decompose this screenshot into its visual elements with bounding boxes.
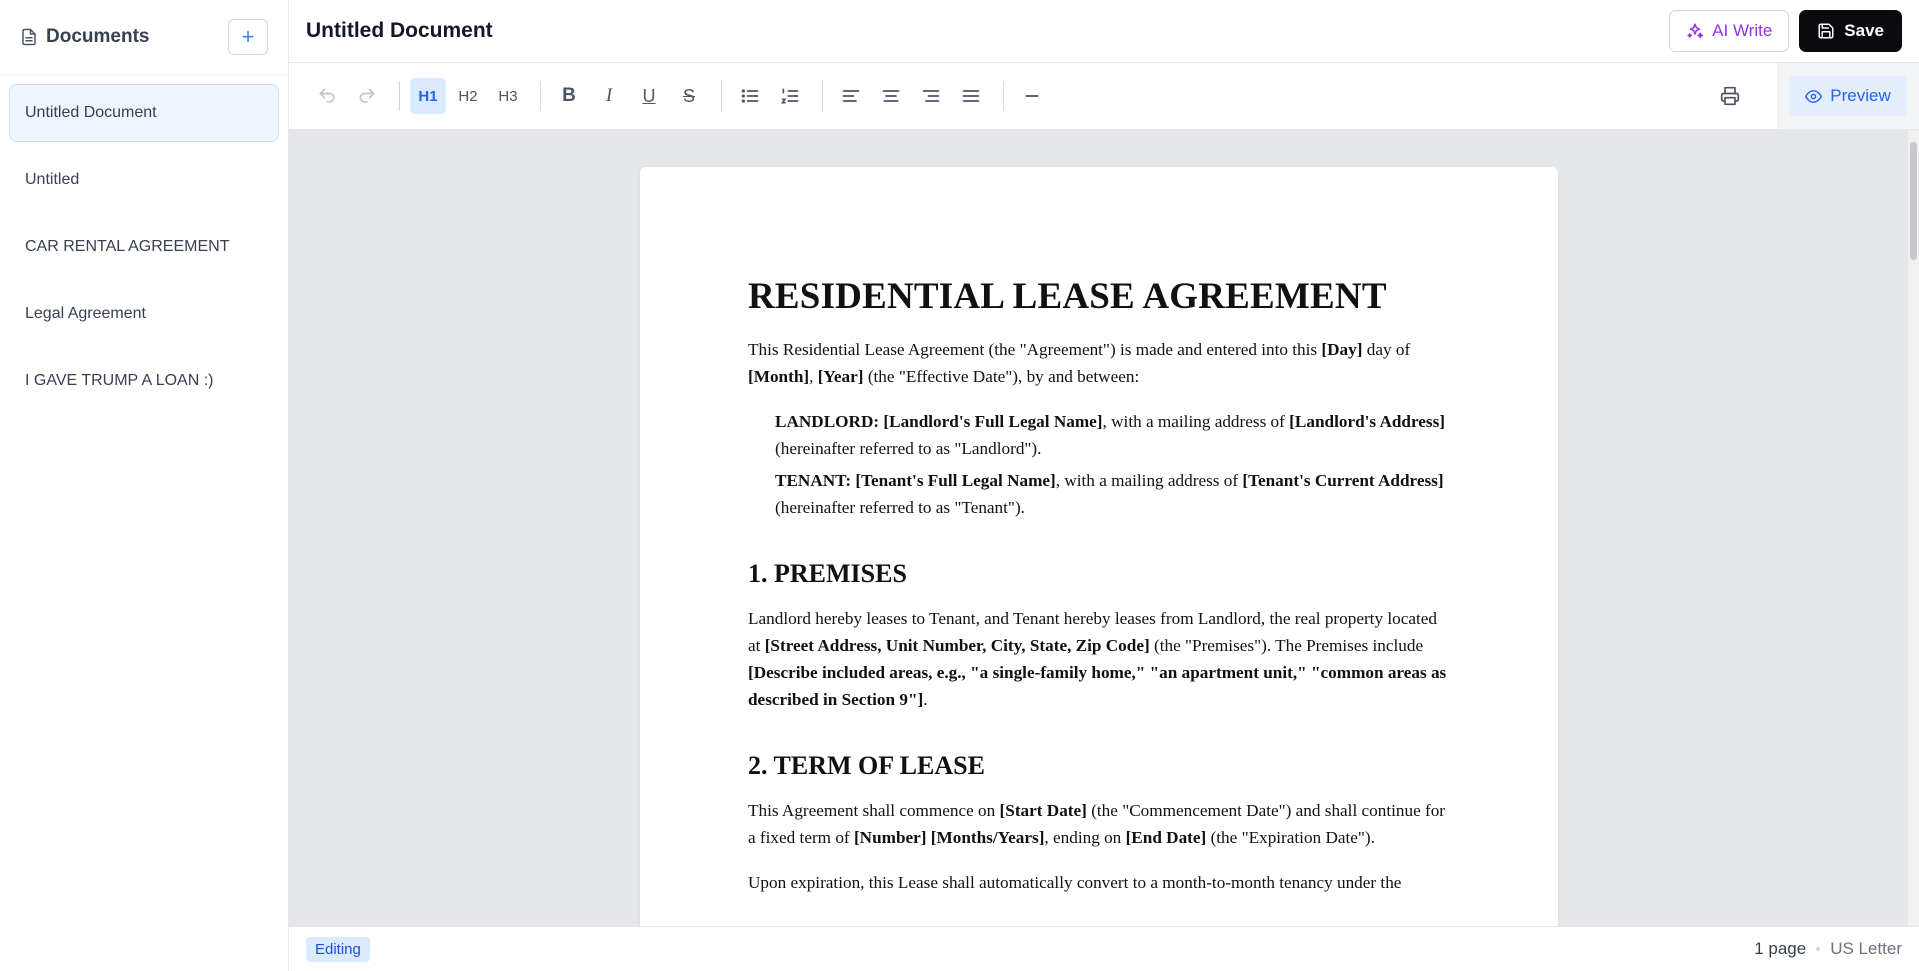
align-left-button[interactable] [833, 78, 869, 114]
toolbar-divider [1003, 81, 1004, 111]
align-right-icon [921, 86, 941, 106]
heading-3-button[interactable]: H3 [498, 87, 518, 105]
premises-paragraph: Landlord hereby leases to Tenant, and Tenant hereby leases from Landlord, the real property located at [Street Address, Unit Number, City, State, Zip Code] (the "Premises"). The Premises include [Describe included areas, e.g., "a single-family home," "an apartment unit," "common areas as described in Section 9"]. [748, 609, 1447, 709]
toolbar-divider [721, 81, 722, 111]
strikethrough-button[interactable]: S [682, 85, 695, 106]
sidebar-title: Documents [46, 26, 150, 47]
page-info [1754, 939, 1902, 959]
preview-panel [1777, 63, 1919, 129]
ai-write-button[interactable] [1669, 10, 1789, 52]
new-document-button[interactable]: + [228, 19, 268, 55]
document-list [0, 75, 288, 428]
heading-2-button[interactable]: H2 [458, 87, 478, 105]
mode-badge: Editing [306, 937, 370, 962]
landlord-paragraph: LANDLORD: [Landlord's Full Legal Name], with a mailing address of [Landlord's Address] (hereinafter referred to as "Landlord"). [775, 412, 1446, 458]
document-icon [20, 28, 38, 46]
align-justify-icon [961, 86, 981, 106]
sidebar-header [0, 0, 288, 75]
term-paragraph: This Agreement shall commence on [Start Date] (the "Commencement Date") and shall continue for a fixed term of [Number] [Months/Years], ending on [End Date] (the "Expiration Date"). [748, 801, 1446, 847]
underline-button[interactable]: U [642, 85, 656, 106]
intro-paragraph: This Residential Lease Agreement (the "Agreement") is made and entered into this [Day] day of [Month], [Year] (the "Effective Date"), by and between: [748, 340, 1411, 386]
editor-scrollbar[interactable] [1908, 130, 1919, 926]
preview-button[interactable] [1789, 76, 1906, 116]
section-1-heading: 1. PREMISES [748, 559, 907, 588]
eye-icon [1805, 88, 1822, 105]
scrollbar-thumb[interactable] [1910, 142, 1917, 260]
ai-write-label: AI Write [1712, 21, 1773, 40]
bullet-list-icon [740, 86, 760, 106]
horizontal-rule-icon [1022, 86, 1042, 106]
numbered-list-button[interactable] [772, 78, 808, 114]
status-bar [289, 926, 1919, 971]
toolbar-divider [540, 81, 541, 111]
section-2-heading: 2. TERM OF LEASE [748, 751, 985, 780]
numbered-list-icon [780, 86, 800, 106]
top-bar [289, 0, 1919, 63]
bullet-list-button[interactable] [732, 78, 768, 114]
toolbar-divider [399, 81, 400, 111]
align-center-button[interactable] [873, 78, 909, 114]
sparkles-icon [1686, 22, 1704, 40]
tenant-paragraph: TENANT: [Tenant's Full Legal Name], with a mailing address of [Tenant's Current Address] (hereinafter referred to as "Tenant"). [775, 471, 1444, 517]
document-title[interactable]: Untitled Document [306, 19, 493, 42]
page-count: 1 page [1754, 939, 1807, 958]
undo-button[interactable] [309, 78, 345, 114]
redo-button[interactable] [349, 78, 385, 114]
undo-icon [317, 86, 337, 106]
align-left-icon [841, 86, 861, 106]
printer-icon [1720, 86, 1740, 106]
term-paragraph-2: Upon expiration, this Lease shall automatically convert to a month-to-month tenancy under the [748, 873, 1402, 892]
editor-canvas[interactable] [289, 130, 1919, 926]
document-item-legal-agreement[interactable]: Legal Agreement [25, 305, 146, 322]
save-label: Save [1844, 21, 1884, 40]
separator-dot [1816, 947, 1820, 951]
toolbar-divider [822, 81, 823, 111]
italic-button[interactable]: I [605, 85, 613, 106]
document-item-untitled[interactable]: Untitled [25, 171, 80, 188]
redo-icon [357, 86, 377, 106]
align-center-icon [881, 86, 901, 106]
sidebar [0, 0, 289, 971]
document-item-untitled-document[interactable]: Untitled Document [9, 84, 279, 142]
save-button[interactable] [1799, 10, 1902, 52]
align-justify-button[interactable] [953, 78, 989, 114]
paper-size: US Letter [1830, 939, 1902, 958]
document-item-car-rental-agreement[interactable]: CAR RENTAL AGREEMENT [25, 238, 230, 255]
heading-1-button[interactable]: H1 [410, 78, 446, 114]
floppy-disk-icon [1817, 22, 1835, 40]
preview-label: Preview [1830, 86, 1891, 105]
horizontal-rule-button[interactable] [1014, 78, 1050, 114]
bold-button[interactable]: B [562, 85, 576, 106]
document-heading: RESIDENTIAL LEASE AGREEMENT [748, 276, 1387, 317]
align-right-button[interactable] [913, 78, 949, 114]
document-item-trump-loan[interactable]: I GAVE TRUMP A LOAN :) [25, 372, 214, 389]
print-button[interactable] [1712, 78, 1748, 114]
formatting-toolbar [289, 63, 1919, 130]
document-page[interactable] [640, 167, 1558, 926]
